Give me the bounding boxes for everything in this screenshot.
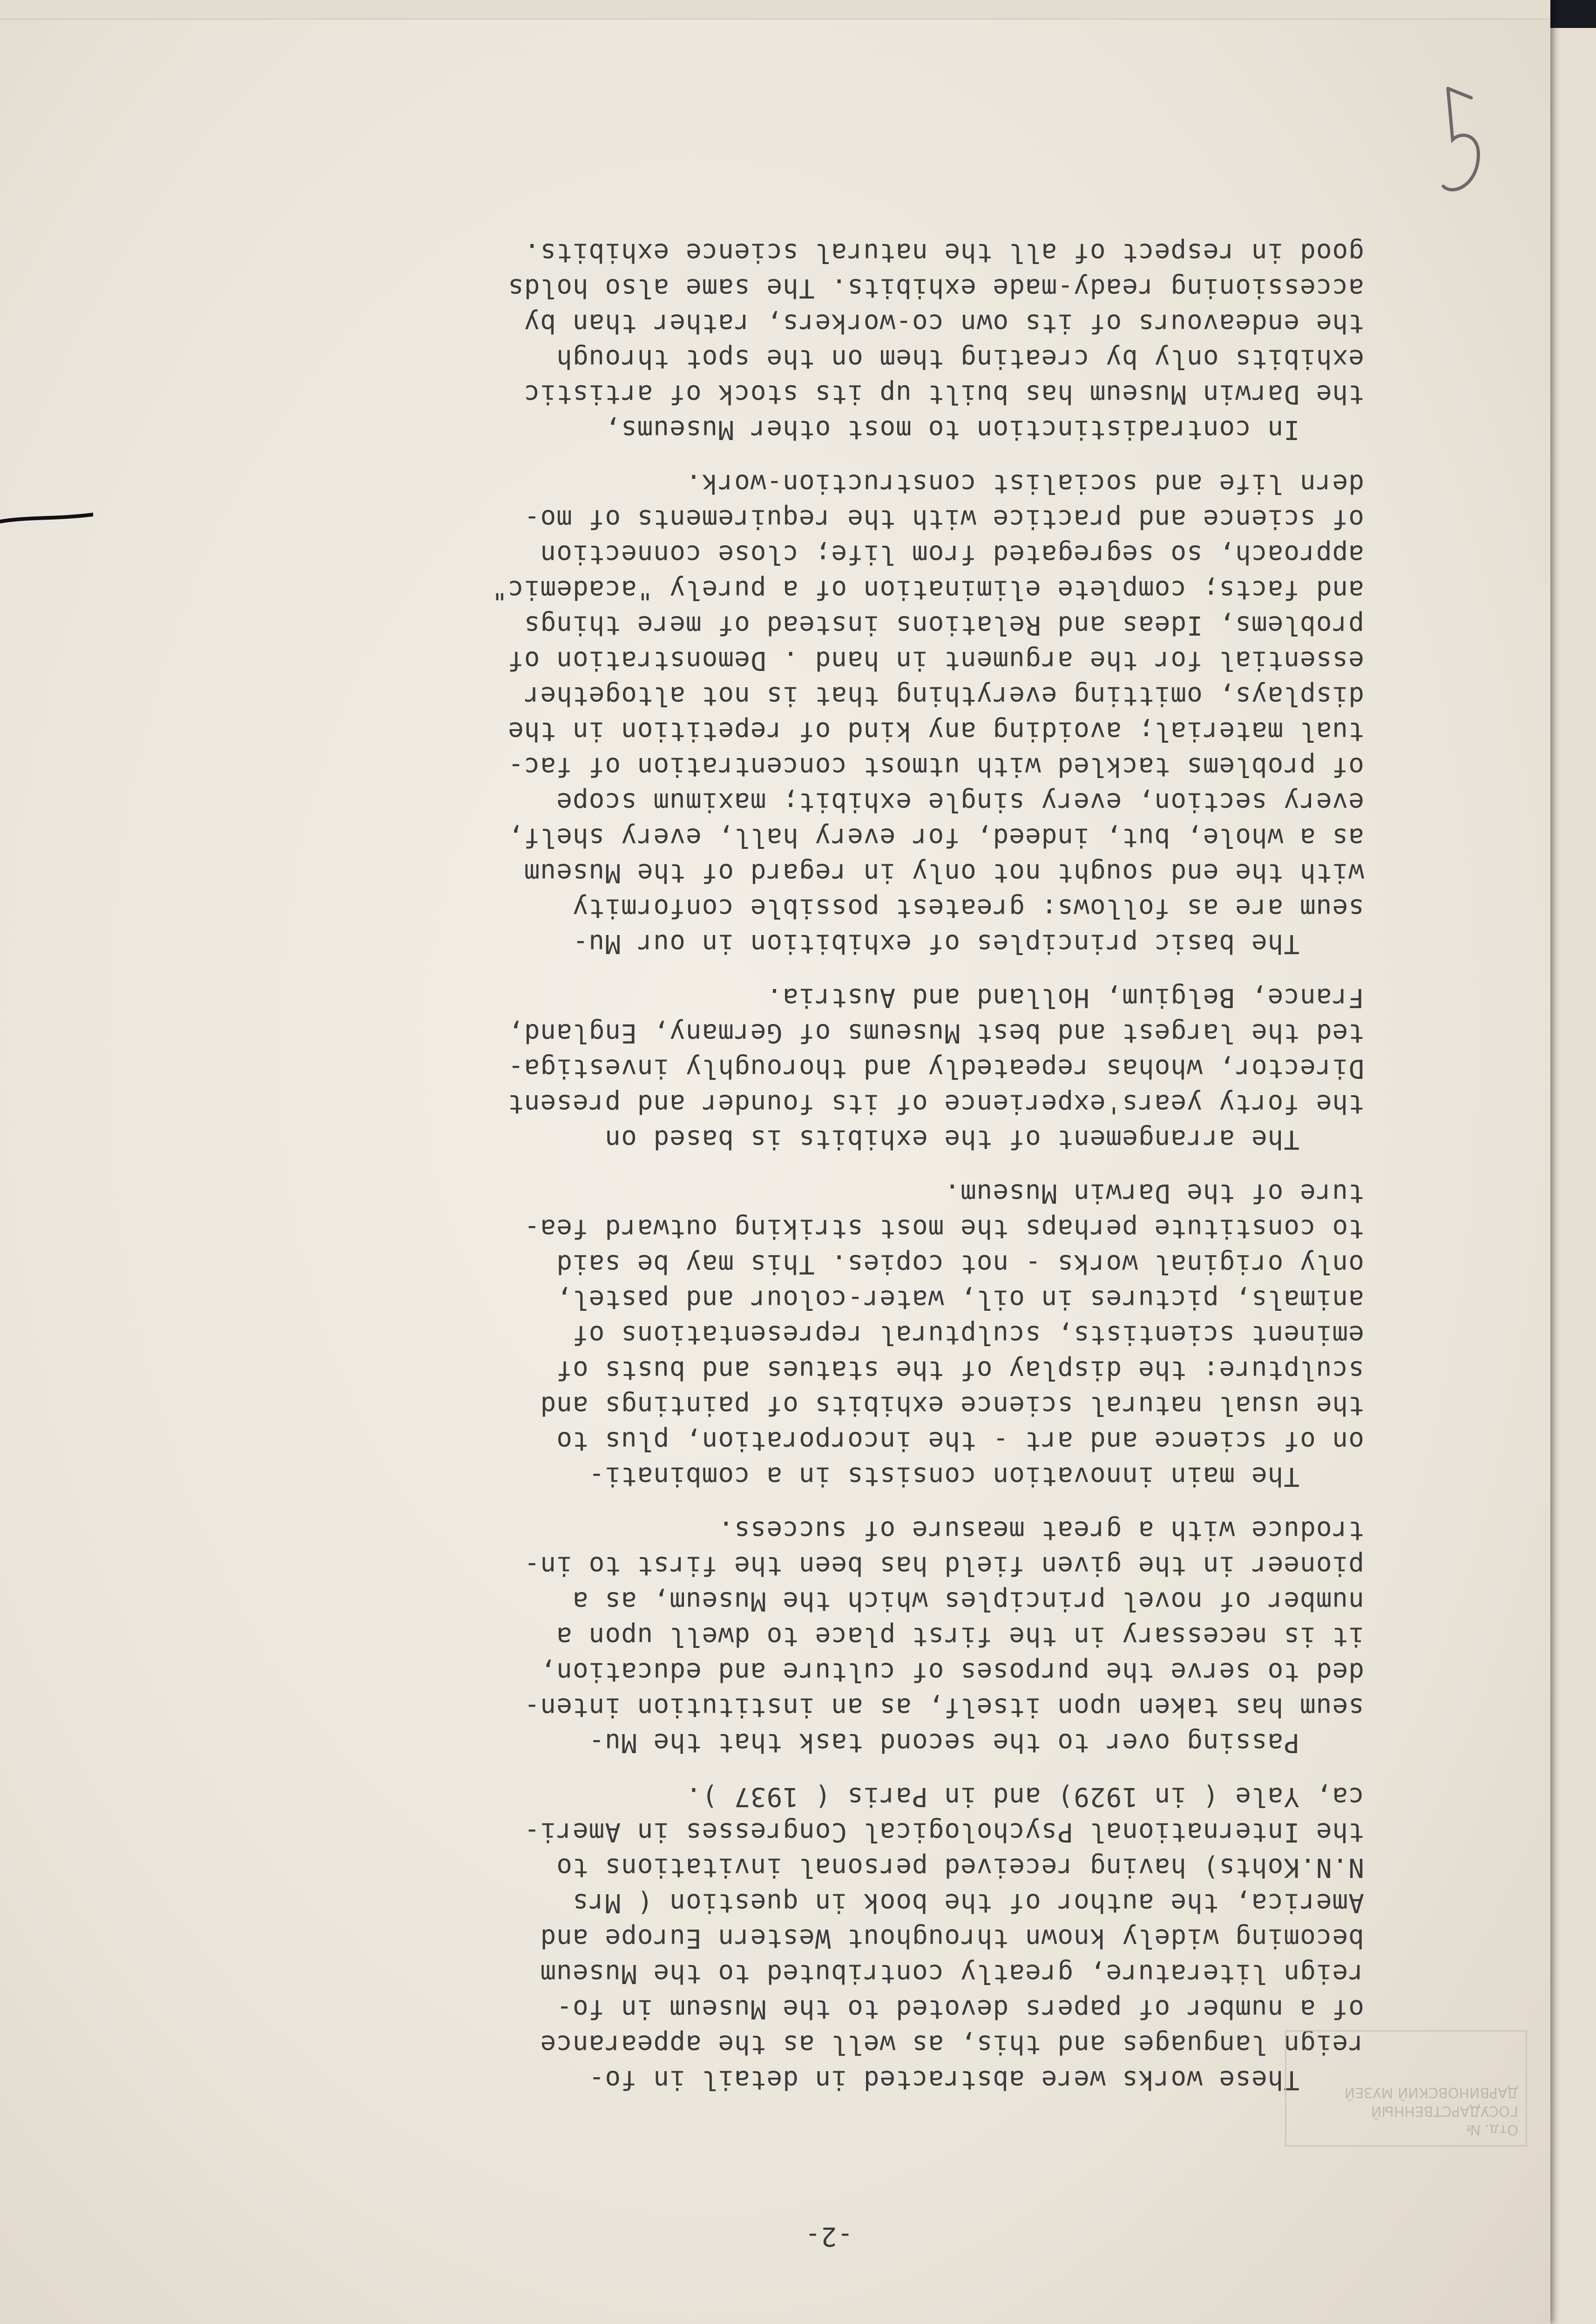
stamp-line: ДАРВИНОВСКИЙ МУЗЕЙ: [1344, 2084, 1518, 2100]
typed-text-block: [107, 196, 1364, 2254]
text-line: displays, omitting everything that is not altogether: [523, 681, 1364, 711]
text-line: ture of the Darwin Museum.: [944, 1178, 1364, 1208]
text-line: it is necessary in the first place to dwell upon a: [556, 1621, 1364, 1652]
text-line: Director, whohas repeatedly and thoroughly investiga-: [507, 1053, 1364, 1084]
text-line: and facts; complete elimination of a purely "academic": [491, 575, 1364, 605]
paragraph-3: [107, 1175, 1364, 1494]
text-line: These works were abstracted in detail in fo-: [588, 2065, 1364, 2095]
text-line: eminent scientists, sculptural representations of: [572, 1320, 1364, 1350]
text-line: as a whole, but, indeed, for every hall, every shelf,: [507, 822, 1364, 853]
text-line: ted the largest and best Museums of Germany, England,: [507, 1018, 1364, 1048]
text-line: France, Belgium, Holland and Austria.: [766, 982, 1364, 1013]
stamp-line: Отд. №: [1466, 2121, 1518, 2138]
text-line: the Darwin Museum has built up its stock of artistic: [523, 379, 1364, 409]
text-line: tual material; avoiding any kind of repetition in the: [507, 716, 1364, 746]
archive-stamp: [1285, 2030, 1527, 2147]
stamp-line: ГОСУДАРСТВЕННЫЙ: [1371, 2103, 1518, 2119]
text-line: problems, Ideas and Relations instead of mere things: [523, 610, 1364, 640]
text-line: becoming widely known throughout Western Europe and: [540, 1923, 1364, 1953]
page-number: -2-: [804, 2221, 853, 2251]
text-line: on of science and art - the incorporation, plus to: [556, 1426, 1364, 1456]
text-line: Passing over to the second task that the Mu-: [588, 1728, 1364, 1758]
text-line: every section, every single exhibit; maximum scope: [556, 787, 1364, 817]
text-line: sculpture: the display of the statues and busts of: [556, 1355, 1364, 1385]
paragraph-1: [107, 1779, 1364, 2097]
text-line: The basic principles of exhibition in our Mu-: [572, 928, 1364, 959]
paragraph-4: [107, 980, 1364, 1157]
text-line: pioneer in the given field has been the first to in-: [523, 1551, 1364, 1581]
handwritten-page-mark: [1434, 79, 1490, 219]
text-line: The main innovation consists in a combinati-: [588, 1461, 1364, 1491]
text-line: the usual natural science exhibits of paintings and: [540, 1390, 1364, 1421]
text-line: of problems tackled with utmost concentration of fac-: [507, 752, 1364, 782]
text-line: reign literature, greatly contributed to the Museum: [540, 1958, 1364, 1989]
binding-thread: [0, 503, 93, 531]
paragraph-2: [107, 1512, 1364, 1760]
paragraph-5: [107, 466, 1364, 961]
text-line: seum has taken upon itself, as an institution inten-: [523, 1692, 1364, 1722]
text-line: accessioning ready-made exhibits. The same also holds: [507, 273, 1364, 303]
text-line: essential for the argument in hand . Demonstration of: [507, 645, 1364, 676]
text-line: approach, so segregated from life; close connection: [540, 539, 1364, 569]
text-line: the endeavours of its own co-workers, rather than by: [523, 308, 1364, 339]
text-line: animals, pictures in oil, water-colour and pastel,: [556, 1284, 1364, 1314]
text-line: In contradistinction to most other Museums,: [604, 414, 1364, 445]
text-line: ded to serve the purposes of culture and education,: [540, 1657, 1364, 1687]
text-line: of a number of papers devoted to the Museum in fo-: [556, 1994, 1364, 2024]
text-line: the International Psychological Congresses in Ameri-: [523, 1817, 1364, 1847]
text-line: seum are as follows: greatest possible conformity: [572, 893, 1364, 923]
page-top-edge: [0, 0, 1550, 20]
text-line: good in respect of all the natural science exhibits.: [523, 237, 1364, 268]
text-line: ca, Yale ( in 1929) and in Paris ( 1937 ).: [685, 1782, 1364, 1812]
text-line: reign languages and this, as well as the appearance: [540, 2029, 1364, 2060]
text-line: of science and practice with the requirements of mo-: [523, 504, 1364, 534]
text-line: dern life and socialist construction-work.: [685, 468, 1364, 499]
text-line: to constitute perhaps the most striking outward fea-: [523, 1213, 1364, 1244]
text-line: only original works - not copies. This may be said: [556, 1249, 1364, 1279]
paragraph-6: [107, 235, 1364, 447]
text-line: The arrangement of the exhibits is based on: [604, 1124, 1364, 1154]
text-line: with the end sought not only in regard of the Museum: [523, 858, 1364, 888]
text-line: the forty years'experience of its founder and present: [507, 1089, 1364, 1119]
text-line: number of novel principles which the Museum, as a: [572, 1586, 1364, 1616]
text-line: exhibits only by creating them on the spot through: [556, 344, 1364, 374]
text-line: America, the author of the book in question ( Mrs: [572, 1888, 1364, 1918]
text-line: N.N.Kohts) having received personal invitations to: [556, 1852, 1364, 1883]
text-line: troduce with a great measure of success.: [717, 1515, 1364, 1545]
